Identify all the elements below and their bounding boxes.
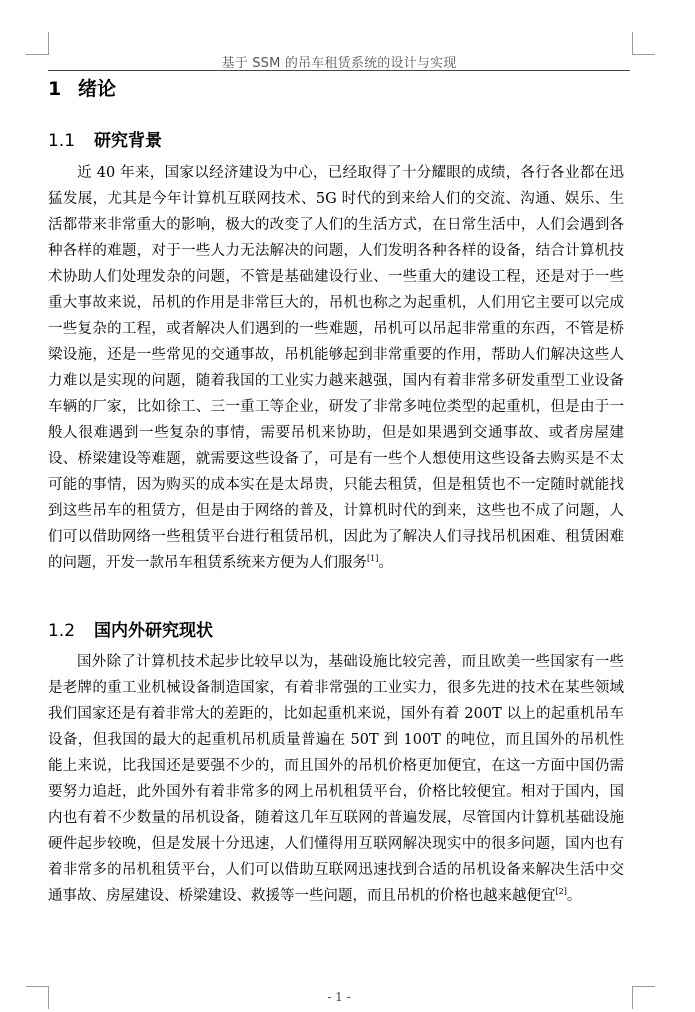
section-heading-research-status <box>48 616 213 641</box>
section-heading-background <box>48 126 162 151</box>
paragraph-research-status <box>48 649 624 909</box>
running-header: 基于 SSM 的吊车租赁系统的设计与实现 <box>221 56 457 71</box>
paragraph-background <box>48 160 624 576</box>
paragraph-text: 近 40 年来，国家以经济建设为中心，已经取得了十分耀眼的成绩，各行各业都在迅猛发展，尤其是今年计算机互联网技术、5G 时代的到来给人们的交流、沟通、娱乐、生活都带来非常重大的影响，极大的改变了人们的生活方式，在日常生活中，人们会遇到各种各样的难题，对于一些人力无法解决的问题，人们发明各种各样的设备，结合计算机技术协助人们处理发杂的问题，不管是基础建设行业、一些重大的建设工程，还是对于一些重大事故来说，吊机的作用是非常巨大的，吊机也称之为起重机，人们用它主要可以完成一些复杂的工程，或者解决人们遇到的一些难题，吊机可以吊起非常重的东西，不管是桥梁设施，还是一些常见的交通事故，吊机能够起到非常重要的作用，帮助人们解决这些人力难以是实现的问题，随着我国的工业实力越来越强，国内有着非常多研发重型工业设备车辆的厂家，比如徐工、三一重工等企业，研发了非常多吨位类型的起重机，但是由于一般人很难遇到一些复杂的事情，需要吊机来协助，但是如果遇到交通事故、或者房屋建设、桥梁建设等难题，就需要这些设备了，可是有一些个人想使用这些设备去购买是不太可能的事情，因为购买的成本实在是太昂贵，只能去租赁，但是租赁也不一定随时就能找到这些吊车的租赁方，但是由于网络的普及，计算机时代的到来，这些也不成了问题，人们可以借助网络一些租赁平台进行租赁吊机，因此为了解决人们寻找吊机困难、租赁困难的问题，开发一款吊车租赁系统来方便为人们服务 <box>48 165 624 571</box>
section-number: 1.2 <box>48 621 76 641</box>
citation-ref[interactable]: [1] <box>367 554 379 564</box>
paragraph-text: 国外除了计算机技术起步比较早以为，基础设施比较完善，而且欧美一些国家有一些是老牌的重工业机械设备制造国家，有着非常强的工业实力，很多先进的技术在某些领域我们国家还是有着非常大的差距的，比如起重机来说，国外有着 200T 以上的起重机吊车设备，但我国的最大的起重机吊机质量普遍在 50T 到 100T 的吨位，而且国外的吊机性能上来说，比我国还是要强不少的，而且国外的吊机价格更加便宜，在这一方面中国仍需要努力追赶，此外国外有着非常多的网上吊机租赁平台，价格比较便宜。相对于国内，国内也有着不少数量的吊机设备，随着这几年互联网的普遍发展，尽管国内计算机基础设施硬件起步较晚，但是发展十分迅速，人们懂得用互联网解决现实中的很多问题，国内也有着非常多的吊机租赁平台，人们可以借助互联网迅速找到合适的吊机设备来解决生活中交通事故、房屋建设、桥梁建设、救援等一些问题，而且吊机的价格也越来越便宜 <box>48 654 624 904</box>
chapter-heading <box>48 74 116 101</box>
header-rule <box>48 70 630 71</box>
section-title: 研究背景 <box>94 131 162 151</box>
paragraph-ending: 。 <box>566 888 582 904</box>
crop-mark-top-right <box>632 32 655 55</box>
section-number: 1.1 <box>48 131 76 151</box>
page-number: - 1 - <box>327 990 351 1004</box>
citation-ref[interactable]: [2] <box>555 887 567 897</box>
section-title: 国内外研究现状 <box>94 621 213 641</box>
chapter-number: 1 <box>48 78 62 100</box>
crop-mark-bottom-right <box>632 986 655 1009</box>
crop-mark-top-left <box>26 32 49 55</box>
paragraph-ending: 。 <box>378 555 393 571</box>
chapter-title: 绪论 <box>78 78 117 100</box>
crop-mark-bottom-left <box>26 986 49 1009</box>
